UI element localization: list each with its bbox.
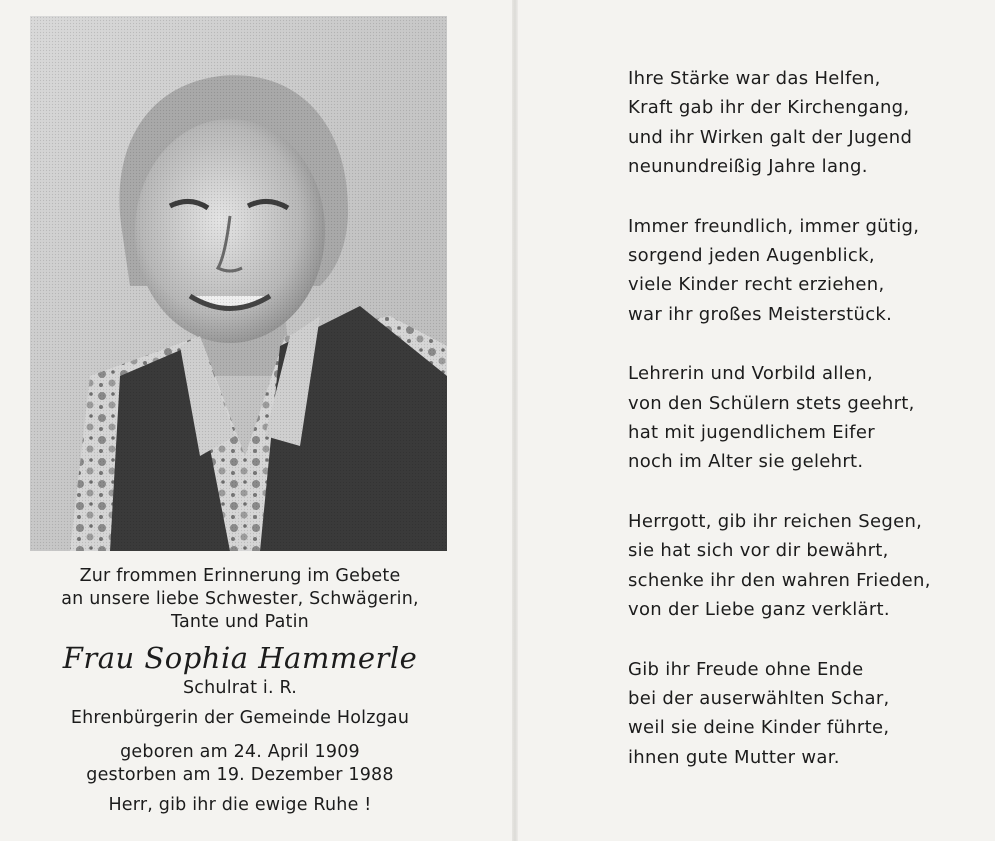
poem-line: Gib ihr Freude ohne Ende xyxy=(628,658,864,680)
portrait-photo xyxy=(30,16,447,551)
poem-line: und ihr Wirken galt der Jugend xyxy=(628,126,913,148)
poem-line: noch im Alter sie gelehrt. xyxy=(628,451,864,473)
title-line: Schulrat i. R. xyxy=(182,678,297,698)
poem-line: Lehrerin und Vorbild allen, xyxy=(628,363,874,385)
poem-stanza xyxy=(628,64,988,182)
birth-date-line: geboren am 24. April 1909 xyxy=(120,742,360,762)
intro-line: an unsere liebe Schwester, Schwägerin, xyxy=(61,589,419,609)
poem-stanza xyxy=(628,655,988,773)
poem-line: Kraft gab ihr der Kirchengang, xyxy=(628,97,910,119)
poem-line: weil sie deine Kinder führte, xyxy=(628,717,890,739)
poem-line: viele Kinder recht erziehen, xyxy=(628,274,885,296)
prayer-line: Herr, gib ihr die ewige Ruhe ! xyxy=(108,795,372,815)
intro-line: Zur frommen Erinnerung im Gebete xyxy=(79,566,401,586)
poem-line: neunundreißig Jahre lang. xyxy=(628,156,868,178)
life-dates xyxy=(20,741,460,787)
death-date-line: gestorben am 19. Dezember 1988 xyxy=(86,765,394,785)
poem-line: Immer freundlich, immer gütig, xyxy=(628,215,920,237)
poem-line: hat mit jugendlichem Eifer xyxy=(628,422,875,444)
poem-stanza xyxy=(628,359,988,477)
poem-line: sie hat sich vor dir bewährt, xyxy=(628,540,889,562)
poem-line: ihnen gute Mutter war. xyxy=(628,746,840,768)
poem-stanza xyxy=(628,212,988,330)
poem-line: Ihre Stärke war das Helfen, xyxy=(628,68,881,89)
honorary-title-line: Ehrenbürgerin der Gemeinde Holzgau xyxy=(70,708,410,728)
poem-line: von den Schülern stets geehrt, xyxy=(628,392,915,414)
poem-stanza xyxy=(628,507,988,625)
poem-line: von der Liebe ganz verklärt. xyxy=(628,599,890,621)
portrait-photo-icon xyxy=(30,16,447,551)
card-fold xyxy=(512,0,518,841)
poem-line: Herrgott, gib ihr reichen Segen, xyxy=(628,510,923,532)
poem-line: war ihr großes Meisterstück. xyxy=(628,303,893,325)
poem-line: bei der auserwählten Schar, xyxy=(628,687,890,709)
intro-text xyxy=(20,565,460,634)
intro-line: Tante und Patin xyxy=(171,612,309,632)
poem-line: sorgend jeden Augenblick, xyxy=(628,245,875,267)
poem xyxy=(628,64,988,802)
poem-line: schenke ihr den wahren Frieden, xyxy=(628,569,931,591)
deceased-name: Frau Sophia Hammerle xyxy=(62,641,418,675)
